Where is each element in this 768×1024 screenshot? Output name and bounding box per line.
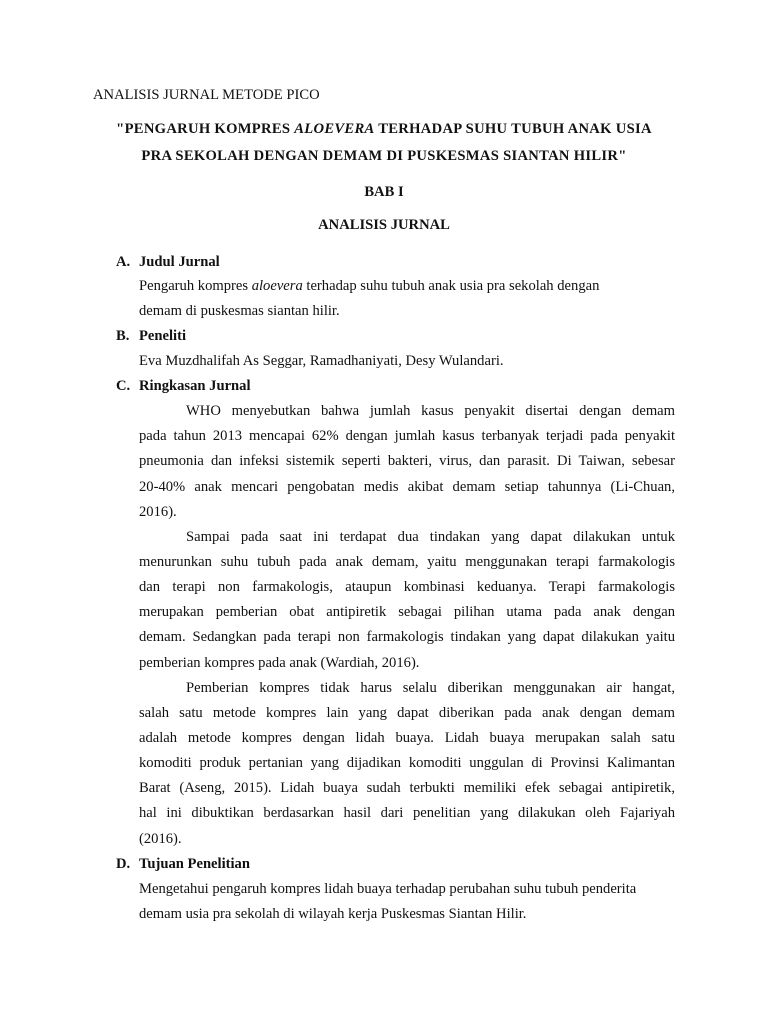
chapter-subtitle: ANALISIS JURNAL — [318, 217, 450, 233]
title-italic-term: ALOEVERA — [294, 121, 375, 137]
paragraph-line: 20-40% anak mencari pengobatan medis akibat demam setiap tahunnya (Li-Chuan, — [139, 479, 675, 495]
paragraph-line: Pemberian kompres tidak harus selalu diberikan menggunakan air hangat, — [186, 680, 675, 696]
section-b-line-1: Eva Muzdhalifah As Seggar, Ramadhaniyati, Desy Wulandari. — [139, 353, 504, 369]
section-b-letter: B. — [116, 328, 130, 344]
journal-title-line-2: PRA SEKOLAH DENGAN DEMAM DI PUSKESMAS SIANTAN HILIR" — [141, 148, 627, 164]
paragraph-line: WHO menyebutkan bahwa jumlah kasus penyakit disertai dengan demam — [186, 403, 675, 419]
section-c-letter: C. — [116, 378, 131, 394]
paragraph-line: dan terapi non farmakologis, ataupun kombinasi keduanya. Terapi farmakologis — [139, 579, 675, 595]
body-text: terhadap suhu tubuh anak usia pra sekolah dengan — [302, 278, 600, 294]
paragraph-line: Sampai pada saat ini terdapat dua tindakan yang dapat dilakukan untuk — [186, 529, 675, 545]
paragraph-line: pada tahun 2013 mencapai 62% dengan jumlah kasus terbanyak terjadi pada penyakit — [139, 428, 675, 444]
paragraph-line: merupakan pemberian obat antipiretik sebagai pilihan utama pada anak dengan — [139, 604, 675, 620]
document-top-heading: ANALISIS JURNAL METODE PICO — [93, 87, 320, 103]
journal-title-line-1 — [0, 121, 768, 138]
body-text: Pengaruh kompres — [139, 278, 252, 294]
title-text: "PENGARUH KOMPRES — [116, 121, 295, 137]
paragraph-line: menurunkan suhu tubuh pada anak demam, yaitu menggunakan terapi farmakologis — [139, 554, 675, 570]
section-a-line-1 — [139, 278, 599, 295]
section-d-letter: D. — [116, 856, 131, 872]
title-text: TERHADAP SUHU TUBUH ANAK USIA — [374, 121, 652, 137]
paragraph-line: demam. Sedangkan pada terapi non farmakologis tindakan yang dapat dilakukan yaitu — [139, 629, 675, 645]
paragraph-line: salah satu metode kompres lain yang dapat diberikan pada anak dengan demam — [139, 705, 675, 721]
italic-term: aloevera — [251, 278, 303, 294]
paragraph-line: adalah metode kompres dengan lidah buaya. Lidah buaya merupakan salah satu — [139, 730, 675, 746]
section-a-line-2: demam di puskesmas siantan hilir. — [139, 303, 340, 319]
paragraph-line: pneumonia dan infeksi sistemik seperti bakteri, virus, dan parasit. Di Taiwan, sebesar — [139, 453, 675, 469]
section-b-heading: Peneliti — [139, 328, 187, 344]
section-a-letter: A. — [116, 254, 131, 270]
chapter-heading: BAB I — [364, 184, 404, 200]
section-d-line-1: Mengetahui pengaruh kompres lidah buaya terhadap perubahan suhu tubuh penderita — [139, 881, 637, 897]
section-d-line-2: demam usia pra sekolah di wilayah kerja Puskesmas Siantan Hilir. — [139, 906, 527, 922]
paragraph-line: hal ini dibuktikan berdasarkan hasil dari penelitian yang dilakukan oleh Fajariyah — [139, 805, 675, 821]
paragraph-line: (2016). — [139, 831, 182, 847]
paragraph-line: pemberian kompres pada anak (Wardiah, 2016). — [139, 655, 420, 671]
paragraph-line: Barat (Aseng, 2015). Lidah buaya sudah terbukti memiliki efek sebagai antipiretik, — [139, 780, 675, 796]
section-d-heading: Tujuan Penelitian — [139, 856, 250, 872]
section-a-heading: Judul Jurnal — [139, 254, 220, 270]
paragraph-line: komoditi produk pertanian yang dijadikan komoditi unggulan di Provinsi Kalimantan — [139, 755, 675, 771]
paragraph-line: 2016). — [139, 504, 177, 520]
section-c-heading: Ringkasan Jurnal — [139, 378, 251, 394]
